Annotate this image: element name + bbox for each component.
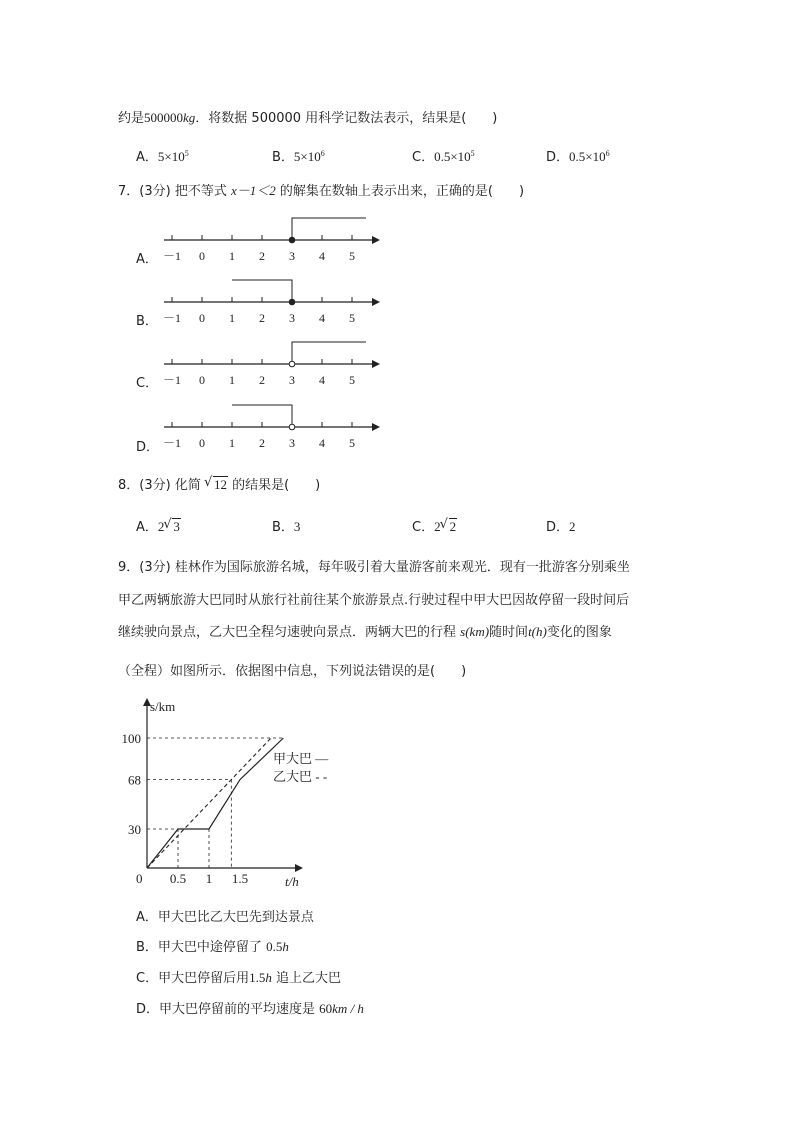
axis-arrow — [372, 298, 380, 306]
tick-label: 0 — [199, 436, 205, 450]
hollow-dot — [289, 361, 295, 367]
tick-label: 5 — [349, 249, 355, 263]
y-axis-label: s/km — [150, 699, 176, 714]
tick-label: 1 — [229, 311, 235, 325]
tick-label: 5 — [349, 436, 355, 450]
tick-label: 3 — [289, 249, 295, 263]
tick-label: －1 — [162, 436, 182, 450]
tick-label: 1 — [229, 373, 235, 387]
q9-option-c[interactable]: C．甲大巴停留后用1.5h 追上乙大巴 — [136, 970, 341, 986]
q8-option-a[interactable]: A．2√ 3 — [136, 516, 181, 535]
tick-label: 4 — [319, 436, 325, 450]
q9-option-d[interactable]: D．甲大巴停留前的平均速度是 60km / h — [136, 1001, 364, 1017]
sqrt-12: √ 12 — [205, 477, 228, 493]
tick-label: 4 — [319, 373, 325, 387]
q9-stem-line1: 9．(3分) 桂林作为国际旅游名城，每年吸引着大量游客前来观光．现有一批游客分别乘坐 — [118, 560, 630, 575]
solid-dot — [289, 237, 295, 243]
tick-label: －1 — [162, 311, 182, 325]
q6-option-a[interactable]: A．$5\times 10^5$ — [136, 149, 189, 165]
x-tick-label: 1 — [205, 871, 213, 886]
q7-option-c-label[interactable]: C． — [136, 376, 159, 391]
x-tick-label: 0.5 — [169, 871, 187, 886]
q9-stem-line3: 继续驶向景点，乙大巴全程匀速驶向景点．两辆大巴的行程 s(km)随时间t(h)变化的图象 — [118, 624, 612, 640]
q9-stem-line2: 甲乙两辆旅游大巴同时从旅行社前往某个旅游景点.行驶过程中甲大巴因故停留一段时间后 — [118, 593, 630, 608]
solution-ray — [292, 218, 366, 240]
tick-label: 2 — [259, 311, 265, 325]
tick-label: －1 — [162, 373, 182, 387]
q7-number-line-a — [150, 210, 390, 270]
solution-ray — [292, 342, 366, 364]
x-axis-label: t/h — [285, 874, 299, 889]
q7-number-line-c — [150, 334, 390, 394]
x-axis-arrow — [295, 864, 303, 872]
axis-arrow — [372, 236, 380, 244]
axis-arrow — [372, 423, 380, 431]
tick-label: －1 — [162, 249, 182, 263]
legend-jia: 甲大巴 — — [273, 751, 329, 766]
q9-option-a[interactable]: A．甲大巴比乙大巴先到达景点 — [136, 910, 314, 925]
q6-stem: 约是500000kg．将数据 500000 用科学记数法表示，结果是( ) — [118, 110, 498, 126]
q6-option-b[interactable]: B．$5\times 10^6$ — [272, 149, 325, 165]
origin-label: 0 — [136, 871, 143, 886]
tick-label: 1 — [229, 436, 235, 450]
tick-label: 2 — [259, 436, 265, 450]
q7-option-a-label[interactable]: A． — [136, 252, 158, 267]
q8-option-d[interactable]: D．2 — [546, 519, 576, 535]
solid-dot — [289, 299, 295, 305]
q8-stem: 8．(3分) 化简 √ 12 的结果是( ) — [118, 474, 320, 493]
q7-option-b-label[interactable]: B． — [136, 314, 158, 329]
q8-option-b[interactable]: B．3 — [272, 519, 301, 535]
legend-yi: 乙大巴 - - — [273, 769, 328, 784]
y-tick-label: 30 — [128, 822, 141, 837]
q9-distance-time-graph — [115, 690, 355, 895]
tick-label: 2 — [259, 373, 265, 387]
q9-option-b[interactable]: B．甲大巴中途停留了 0.5h — [136, 939, 289, 955]
tick-label: 0 — [199, 249, 205, 263]
q6-option-c[interactable]: C．$0.5\times 10^5$ — [412, 149, 475, 165]
tick-label: 5 — [349, 311, 355, 325]
q7-number-line-b — [150, 272, 390, 332]
q7-option-d-label[interactable]: D． — [136, 440, 160, 455]
tick-label: 3 — [289, 373, 295, 387]
hollow-dot — [289, 424, 295, 430]
x-tick-label: 1.5 — [231, 871, 249, 886]
q8-option-c[interactable]: C．2√ 2 — [412, 516, 457, 535]
tick-label: 3 — [289, 436, 295, 450]
tick-label: 0 — [199, 373, 205, 387]
tick-label: 4 — [319, 311, 325, 325]
q7-number-line-d — [150, 397, 390, 457]
q7-stem: 7．(3分) 把不等式 x－1＜2 的解集在数轴上表示出来，正确的是( ) — [118, 183, 525, 199]
y-tick-label: 100 — [121, 731, 141, 746]
tick-label: 0 — [199, 311, 205, 325]
q9-stem-line4: （全程）如图所示．依据图中信息，下列说法错误的是( ) — [118, 664, 467, 679]
tick-label: 5 — [349, 373, 355, 387]
tick-label: 1 — [229, 249, 235, 263]
series-jia-line — [147, 738, 283, 868]
tick-label: 3 — [289, 311, 295, 325]
tick-label: 4 — [319, 249, 325, 263]
axis-arrow — [372, 360, 380, 368]
y-tick-label: 68 — [128, 772, 141, 788]
q6-option-d[interactable]: D．$0.5\times 10^6$ — [546, 149, 610, 165]
tick-label: 2 — [259, 249, 265, 263]
